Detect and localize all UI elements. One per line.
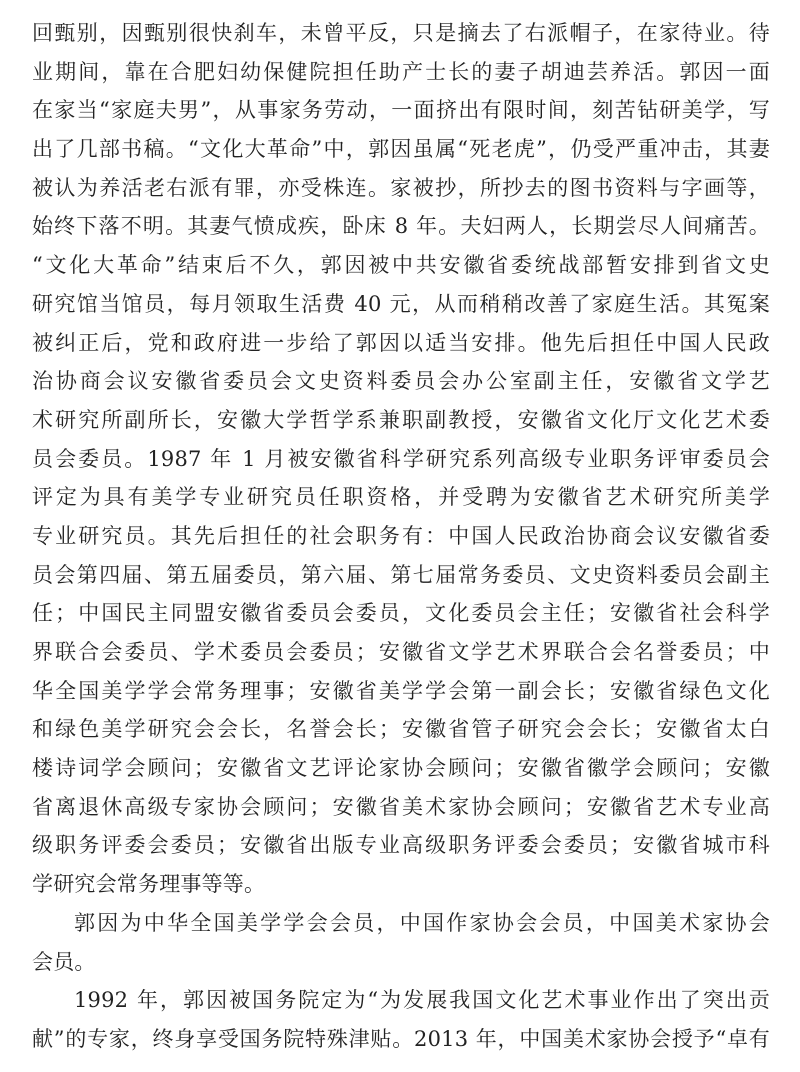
text-line: 评定为具有美学专业研究员任职资格，并受聘为安徽省艺术研究所美学 — [32, 485, 770, 510]
text-line: 研究馆当馆员，每月领取生活费 40 元，从而稍稍改善了家庭生活。其冤案 — [32, 291, 770, 316]
paragraph-biography — [32, 14, 770, 904]
text-line: 员会第四届、第五届委员，第六届、第七届常务委员、文史资料委员会副主 — [32, 562, 770, 587]
text-line: 献”的专家，终身享受国务院特殊津贴。2013 年，中国美术家协会授予“卓有 — [32, 1026, 770, 1051]
text-line: 术研究所副所长，安徽大学哲学系兼职副教授，安徽省文化厅文化艺术委 — [32, 407, 770, 432]
text-line: 和绿色美学研究会会长，名誉会长；安徽省管子研究会会长；安徽省太白 — [32, 717, 770, 742]
text-line: 1992 年，郭因被国务院定为“为发展我国文化艺术事业作出了突出贡 — [74, 988, 770, 1013]
text-line: 业期间，靠在合肥妇幼保健院担任助产士长的妻子胡迪芸养活。郭因一面 — [32, 59, 770, 84]
text-line: 楼诗词学会顾问；安徽省文艺评论家协会顾问；安徽省徽学会顾问；安徽 — [32, 756, 770, 781]
text-line: 会员。 — [32, 949, 96, 974]
text-line: 级职务评委会委员；安徽省出版专业高级职务评委会委员；安徽省城市科 — [32, 833, 770, 858]
text-line: 治协商会议安徽省委员会文史资料委员会办公室副主任，安徽省文学艺 — [32, 369, 770, 394]
text-line: 华全国美学学会常务理事；安徽省美学学会第一副会长；安徽省绿色文化 — [32, 678, 770, 703]
text-line: 始终下落不明。其妻气愤成疾，卧床 8 年。夫妇两人，长期尝尽人间痛苦。 — [32, 214, 770, 239]
text-line: 被认为养活老右派有罪，亦受株连。家被抄，所抄去的图书资料与字画等， — [32, 175, 770, 200]
paragraph-memberships — [32, 904, 770, 981]
text-line: 任；中国民主同盟安徽省委员会委员，文化委员会主任；安徽省社会科学 — [32, 601, 770, 626]
text-line: 员会委员。1987 年 1 月被安徽省科学研究系列高级专业职务评审委员会 — [32, 446, 770, 471]
text-line: “文化大革命”结束后不久，郭因被中共安徽省委统战部暂安排到省文史 — [32, 253, 770, 278]
text-line: 被纠正后，党和政府进一步给了郭因以适当安排。他先后担任中国人民政 — [32, 330, 770, 355]
text-line: 省离退休高级专家协会顾问；安徽省美术家协会顾问；安徽省艺术专业高 — [32, 794, 770, 819]
text-line: 在家当“家庭夫男”，从事家务劳动，一面挤出有限时间，刻苦钻研美学，写 — [32, 98, 770, 123]
text-line: 专业研究员。其先后担任的社会职务有：中国人民政治协商会议安徽省委 — [32, 523, 770, 548]
text-line: 界联合会委员、学术委员会委员；安徽省文学艺术界联合会名誉委员；中 — [32, 640, 770, 664]
text-line: 学研究会常务理事等等。 — [32, 872, 266, 897]
text-line: 回甄别，因甄别很快刹车，未曾平反，只是摘去了右派帽子，在家待业。待 — [32, 21, 770, 45]
text-line: 出了几部书稿。“文化大革命”中，郭因虽属“死老虎”，仍受严重冲击，其妻 — [32, 137, 770, 162]
paragraph-honors — [32, 981, 770, 1058]
text-line: 郭因为中华全国美学学会会员，中国作家协会会员，中国美术家协会 — [74, 910, 770, 935]
